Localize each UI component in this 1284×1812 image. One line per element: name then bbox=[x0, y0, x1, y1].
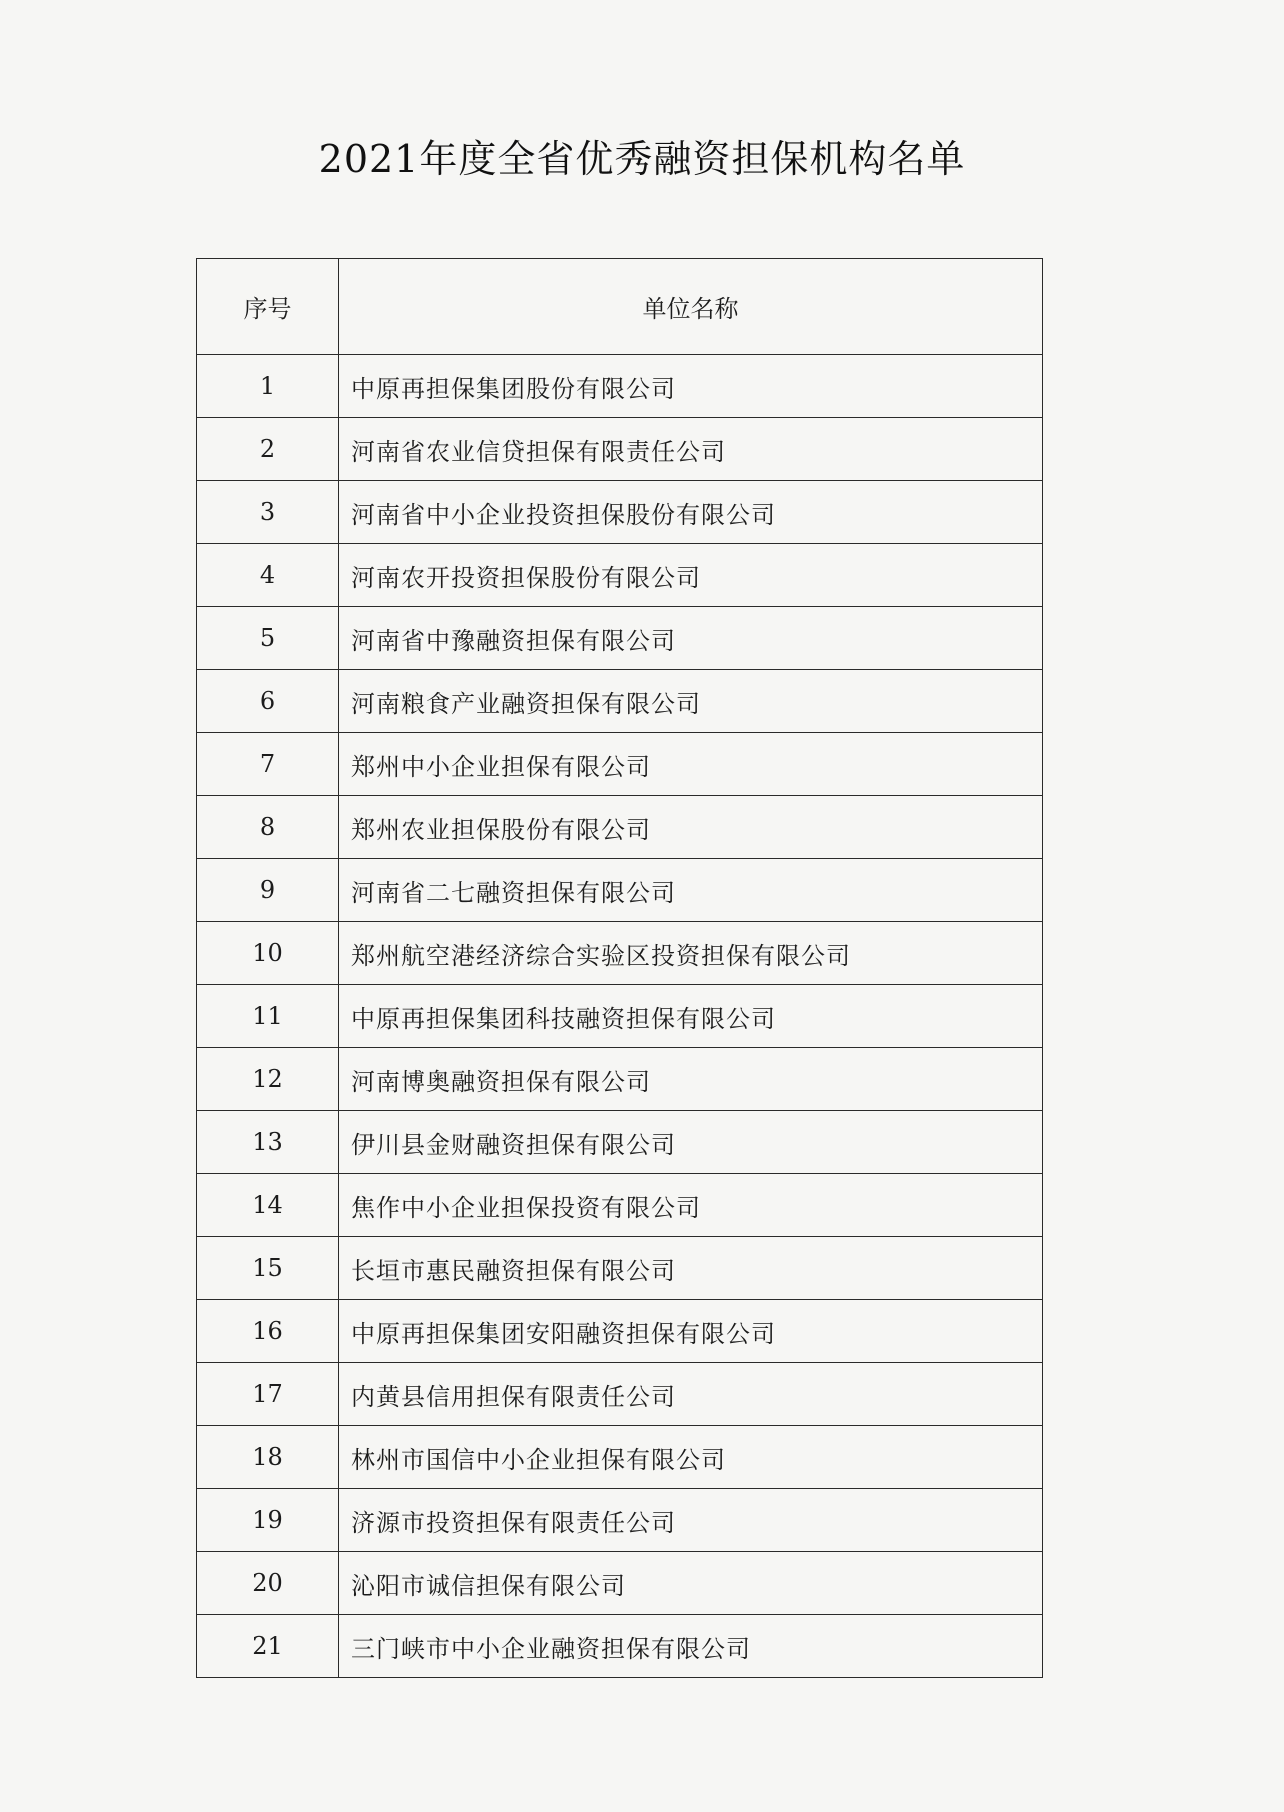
row-index: 5 bbox=[197, 607, 339, 670]
row-institution-name: 林州市国信中小企业担保有限公司 bbox=[339, 1426, 1043, 1489]
row-index: 17 bbox=[197, 1363, 339, 1426]
row-index: 7 bbox=[197, 733, 339, 796]
row-institution-name: 河南博奥融资担保有限公司 bbox=[339, 1048, 1043, 1111]
row-institution-name: 焦作中小企业担保投资有限公司 bbox=[339, 1174, 1043, 1237]
table-row bbox=[197, 1552, 1043, 1615]
row-institution-name: 河南省二七融资担保有限公司 bbox=[339, 859, 1043, 922]
table-row bbox=[197, 1111, 1043, 1174]
row-institution-name: 河南粮食产业融资担保有限公司 bbox=[339, 670, 1043, 733]
table-row bbox=[197, 859, 1043, 922]
row-institution-name: 郑州农业担保股份有限公司 bbox=[339, 796, 1043, 859]
table-row bbox=[197, 1300, 1043, 1363]
table-row bbox=[197, 670, 1043, 733]
row-institution-name: 长垣市惠民融资担保有限公司 bbox=[339, 1237, 1043, 1300]
row-index: 19 bbox=[197, 1489, 339, 1552]
table-row bbox=[197, 1363, 1043, 1426]
row-institution-name: 郑州中小企业担保有限公司 bbox=[339, 733, 1043, 796]
row-index: 12 bbox=[197, 1048, 339, 1111]
table-header-row bbox=[197, 259, 1043, 355]
row-institution-name: 郑州航空港经济综合实验区投资担保有限公司 bbox=[339, 922, 1043, 985]
row-index: 14 bbox=[197, 1174, 339, 1237]
table-row bbox=[197, 1237, 1043, 1300]
row-index: 1 bbox=[197, 355, 339, 418]
table-row bbox=[197, 607, 1043, 670]
row-institution-name: 河南省中豫融资担保有限公司 bbox=[339, 607, 1043, 670]
row-institution-name: 中原再担保集团科技融资担保有限公司 bbox=[339, 985, 1043, 1048]
row-index: 21 bbox=[197, 1615, 339, 1678]
row-index: 3 bbox=[197, 481, 339, 544]
table-row bbox=[197, 1489, 1043, 1552]
row-institution-name: 河南省农业信贷担保有限责任公司 bbox=[339, 418, 1043, 481]
row-index: 2 bbox=[197, 418, 339, 481]
row-index: 13 bbox=[197, 1111, 339, 1174]
row-institution-name: 中原再担保集团股份有限公司 bbox=[339, 355, 1043, 418]
table-body bbox=[197, 355, 1043, 1678]
row-index: 9 bbox=[197, 859, 339, 922]
table-row bbox=[197, 544, 1043, 607]
row-institution-name: 沁阳市诚信担保有限公司 bbox=[339, 1552, 1043, 1615]
row-index: 16 bbox=[197, 1300, 339, 1363]
table-row bbox=[197, 922, 1043, 985]
row-institution-name: 伊川县金财融资担保有限公司 bbox=[339, 1111, 1043, 1174]
row-index: 6 bbox=[197, 670, 339, 733]
table-row bbox=[197, 1426, 1043, 1489]
row-index: 15 bbox=[197, 1237, 339, 1300]
table-row bbox=[197, 733, 1043, 796]
row-institution-name: 济源市投资担保有限责任公司 bbox=[339, 1489, 1043, 1552]
table-row bbox=[197, 1174, 1043, 1237]
table-row bbox=[197, 1615, 1043, 1678]
institution-table bbox=[196, 258, 1043, 1678]
table-row bbox=[197, 481, 1043, 544]
row-index: 8 bbox=[197, 796, 339, 859]
table-row bbox=[197, 355, 1043, 418]
table-row bbox=[197, 985, 1043, 1048]
header-index: 序号 bbox=[197, 259, 339, 355]
row-index: 18 bbox=[197, 1426, 339, 1489]
row-index: 20 bbox=[197, 1552, 339, 1615]
row-institution-name: 中原再担保集团安阳融资担保有限公司 bbox=[339, 1300, 1043, 1363]
row-institution-name: 三门峡市中小企业融资担保有限公司 bbox=[339, 1615, 1043, 1678]
table-row bbox=[197, 1048, 1043, 1111]
table-row bbox=[197, 418, 1043, 481]
table-row bbox=[197, 796, 1043, 859]
header-name: 单位名称 bbox=[339, 259, 1043, 355]
row-index: 11 bbox=[197, 985, 339, 1048]
row-institution-name: 河南农开投资担保股份有限公司 bbox=[339, 544, 1043, 607]
row-index: 4 bbox=[197, 544, 339, 607]
row-institution-name: 河南省中小企业投资担保股份有限公司 bbox=[339, 481, 1043, 544]
row-index: 10 bbox=[197, 922, 339, 985]
document-title: 2021年度全省优秀融资担保机构名单 bbox=[318, 137, 966, 181]
row-institution-name: 内黄县信用担保有限责任公司 bbox=[339, 1363, 1043, 1426]
